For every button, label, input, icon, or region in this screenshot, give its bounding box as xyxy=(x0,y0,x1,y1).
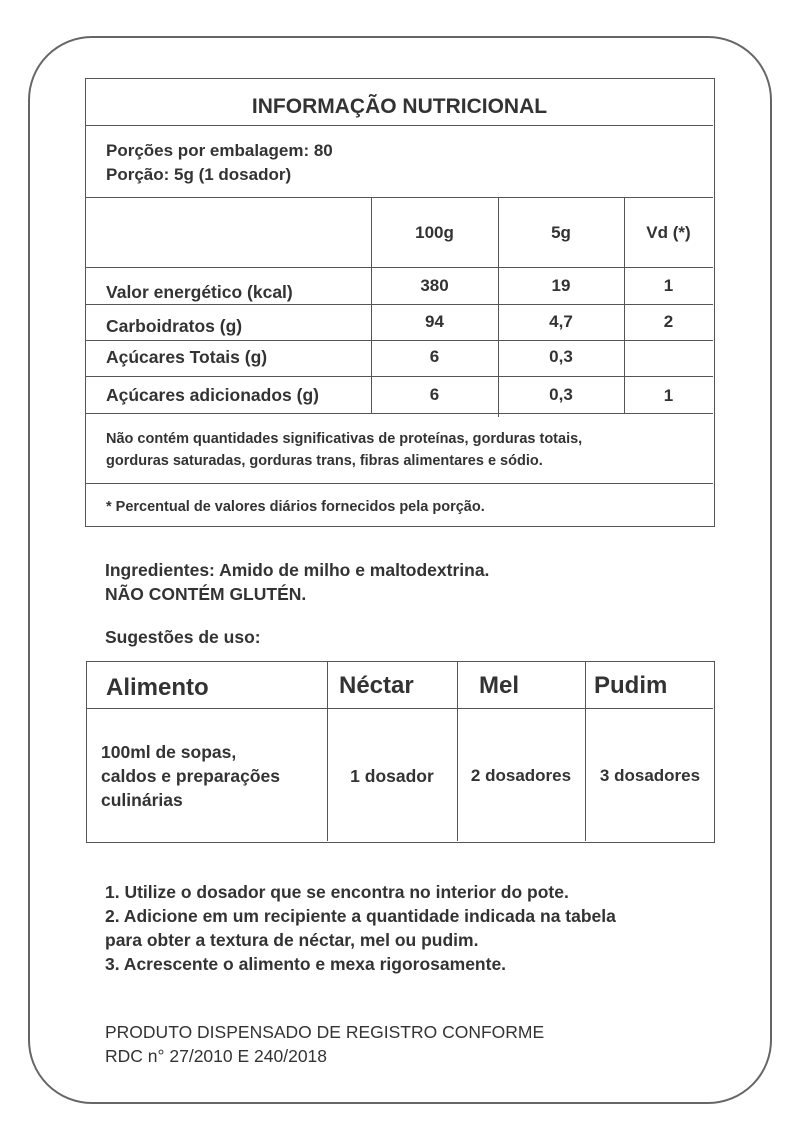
divider xyxy=(86,304,713,305)
divider xyxy=(86,125,713,126)
divider xyxy=(86,340,713,341)
usage-header-mel: Mel xyxy=(479,672,520,699)
instruction-2: 2. Adicione em um recipiente a quantidade indicada na tabela xyxy=(105,906,616,926)
usage-heading: Sugestões de uso: xyxy=(105,627,261,647)
instruction-2-cont: para obter a textura de néctar, mel ou pudim. xyxy=(105,930,479,950)
divider xyxy=(86,483,713,484)
usage-header-nectar: Néctar xyxy=(339,672,414,699)
nutrition-footnote: * Percentual de valores diários fornecidos pela porção. xyxy=(106,499,485,515)
nutrition-note-line2: gorduras saturadas, gorduras trans, fibras alimentares e sódio. xyxy=(106,453,543,469)
column-header-vd: Vd (*) xyxy=(646,223,691,242)
row-label-total-sugars: Açúcares Totais (g) xyxy=(106,347,268,367)
column-divider xyxy=(624,197,625,413)
row-label-carbs: Carboidratos (g) xyxy=(106,316,243,336)
gluten-warning: NÃO CONTÉM GLUTÉN. xyxy=(105,584,307,604)
registration-line2: RDC n° 27/2010 E 240/2018 xyxy=(105,1046,328,1066)
added-sugars-5g: 0,3 xyxy=(549,385,573,404)
row-label-energy: Valor energético (kcal) xyxy=(106,282,293,302)
column-divider xyxy=(371,197,372,413)
added-sugars-100g: 6 xyxy=(429,385,440,404)
carbs-5g: 4,7 xyxy=(549,312,573,331)
nutrition-table xyxy=(85,78,715,527)
column-header-100g: 100g xyxy=(415,223,454,242)
divider xyxy=(87,708,713,709)
added-sugars-vd: 1 xyxy=(663,386,674,405)
instruction-3: 3. Acrescente o alimento e mexa rigorosamente. xyxy=(105,954,507,974)
pudim-amount: 3 dosadores xyxy=(599,766,701,785)
usage-table xyxy=(86,661,715,843)
food-description-line1: 100ml de sopas, xyxy=(101,742,237,762)
total-sugars-100g: 6 xyxy=(429,347,440,366)
energy-vd: 1 xyxy=(663,276,674,295)
energy-100g: 380 xyxy=(420,276,449,295)
servings-per-package: Porções por embalagem: 80 xyxy=(106,141,333,160)
energy-5g: 19 xyxy=(551,276,571,295)
nutrition-title: INFORMAÇÃO NUTRICIONAL xyxy=(251,95,548,118)
food-description-line2: caldos e preparações xyxy=(101,766,280,786)
carbs-100g: 94 xyxy=(425,312,444,331)
carbs-vd: 2 xyxy=(663,312,674,331)
divider xyxy=(86,267,713,268)
row-label-added-sugars: Açúcares adicionados (g) xyxy=(106,385,319,405)
divider xyxy=(86,197,713,198)
nutrition-note-line1: Não contém quantidades significativas de proteínas, gorduras totais, xyxy=(106,431,583,447)
column-divider xyxy=(498,197,499,417)
column-header-5g: 5g xyxy=(551,223,571,242)
total-sugars-5g: 0,3 xyxy=(549,347,573,366)
ingredients-line: Ingredientes: Amido de milho e maltodextrina. xyxy=(105,560,490,580)
column-divider xyxy=(585,662,586,841)
column-divider xyxy=(327,662,328,841)
instruction-1: 1. Utilize o dosador que se encontra no interior do pote. xyxy=(105,882,569,902)
column-divider xyxy=(457,662,458,841)
divider xyxy=(86,376,713,377)
nectar-amount: 1 dosador xyxy=(350,766,434,786)
food-description-line3: culinárias xyxy=(101,790,183,810)
serving-size: Porção: 5g (1 dosador) xyxy=(106,165,292,184)
usage-header-food: Alimento xyxy=(106,674,209,701)
registration-line1: PRODUTO DISPENSADO DE REGISTRO CONFORME xyxy=(105,1022,545,1042)
usage-header-pudim: Pudim xyxy=(594,672,668,699)
mel-amount: 2 dosadores xyxy=(470,766,572,785)
divider xyxy=(86,413,713,414)
